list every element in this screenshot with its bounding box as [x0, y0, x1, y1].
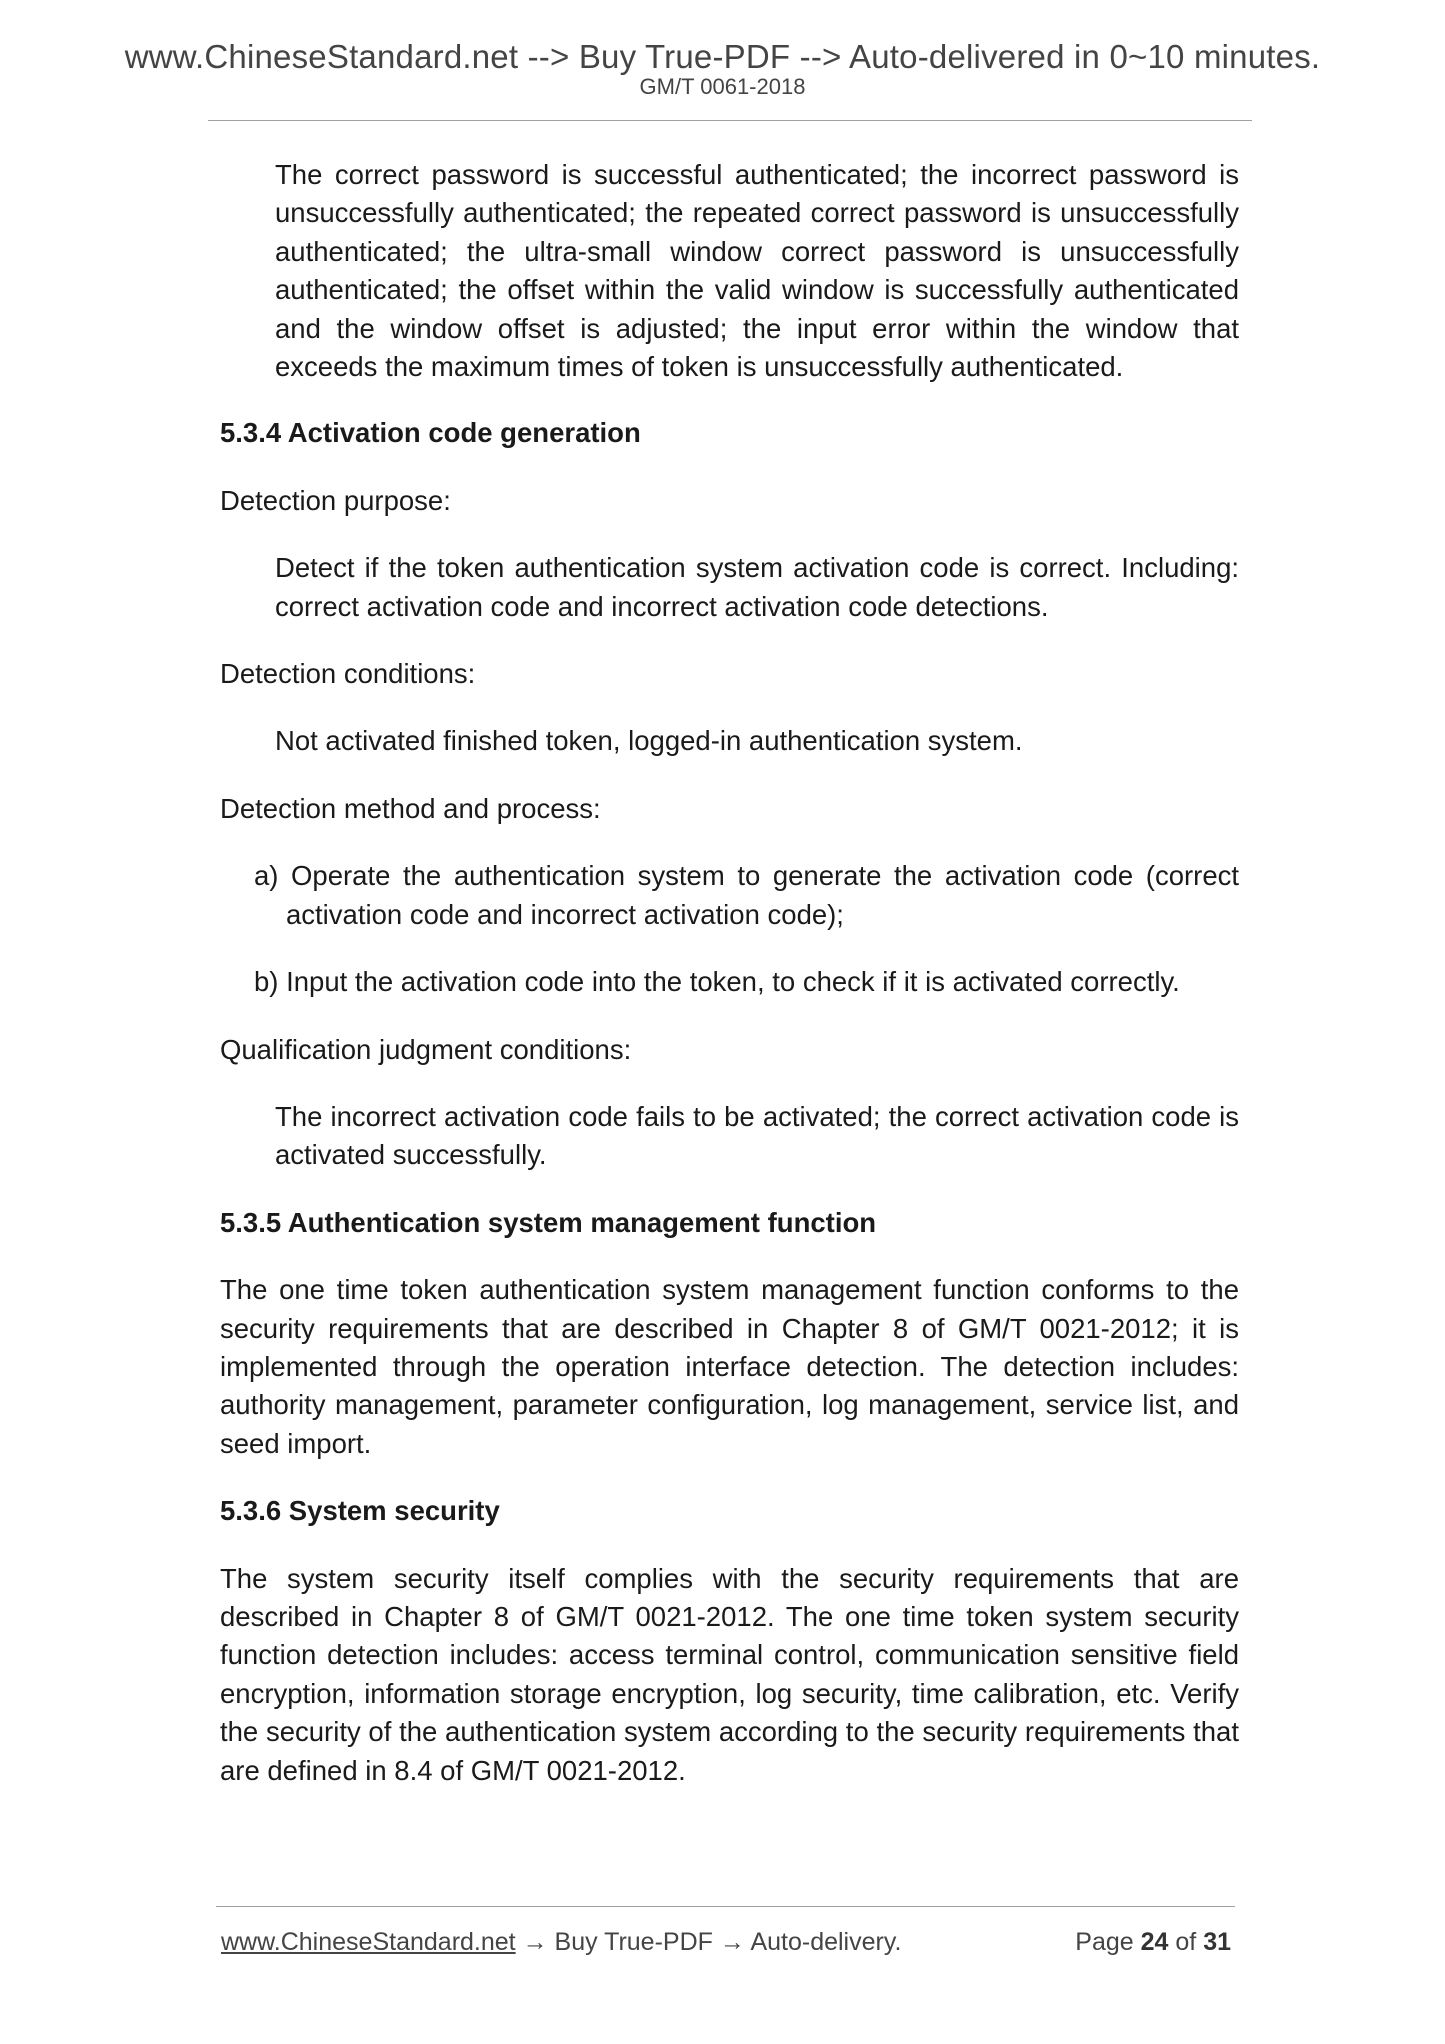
footer-site-link[interactable]: www.ChineseStandard.net — [221, 1928, 516, 1956]
detection-conditions-label: Detection conditions: — [220, 658, 476, 690]
arrow-right-icon: → — [719, 1928, 745, 1956]
total-pages: 31 — [1203, 1928, 1231, 1956]
detection-conditions-text: Not activated finished token, logged-in authentication system. — [275, 725, 1023, 757]
footer-buy-text: Buy True-PDF — [554, 1928, 713, 1956]
section-heading-5-3-6: 5.3.6 System security — [220, 1495, 500, 1527]
page-content — [220, 156, 1239, 1790]
footer-left — [221, 1928, 901, 1957]
detection-method-label: Detection method and process: — [220, 792, 601, 824]
list-marker-a: a) — [254, 860, 279, 892]
list-item-b — [254, 963, 1239, 1001]
qualification-text: The incorrect activation code fails to be activated; the correct activation code is activated successfully. — [275, 1100, 1239, 1171]
of-label: of — [1175, 1928, 1197, 1956]
section-5-3-5-text: The one time token authentication system management function conforms to the security requirements that are described in Chapter 8 of GM/T 0021-2012; it is implemented through the operation interface detection. The detection includes: authority management, parameter configuration, log management, service list, and seed import. — [220, 1274, 1239, 1459]
list-text-a: Operate the authentication system to generate the activation code (correct activation code and incorrect activation code); — [286, 860, 1240, 930]
header-url-line: www.ChineseStandard.net --> Buy True-PDF --> Auto-delivered in 0~10 minutes. — [124, 38, 1321, 75]
detection-purpose-label: Detection purpose: — [220, 484, 451, 516]
section-5-3-6-text: The system security itself complies with the security requirements that are described in Chapter 8 of GM/T 0021-2012. The one time token system security function detection includes: access terminal control, communication sensitive field encryption, information storage encryption, log security, time calibration, etc. Verify the security of the authentication system according to the security requirements that are defined in 8.4 of GM/T 0021-2012. — [220, 1562, 1239, 1786]
detection-purpose-text: Detect if the token authentication system activation code is correct. Including: correct activation code and incorrect activation code detections. — [275, 552, 1239, 622]
page-label: Page — [1075, 1928, 1134, 1956]
footer-divider — [216, 1906, 1235, 1907]
list-item-a — [254, 857, 1239, 934]
intro-paragraph: The correct password is successful authenticated; the incorrect password is unsuccessfully authenticated; the repeated correct password is unsuccessfully authenticated; the ultra-small window correct password is unsuccessfully authenticated; the offset within the valid window is successfully authenticated and the window offset is adjusted; the input error within the window that exceeds the maximum times of token is unsuccessfully authenticated. — [275, 159, 1239, 383]
header-standard-number: GM/T 0061-2018 — [639, 74, 806, 99]
current-page-number: 24 — [1140, 1928, 1169, 1956]
page-number-indicator — [1075, 1928, 1231, 1957]
list-marker-b: b) — [254, 966, 279, 998]
list-text-b: Input the activation code into the token, to check if it is activated correctly. — [286, 966, 1180, 998]
qualification-label: Qualification judgment conditions: — [220, 1033, 632, 1065]
header-divider — [208, 120, 1252, 121]
footer-auto-text: Auto-delivery. — [750, 1928, 902, 1956]
section-heading-5-3-4: 5.3.4 Activation code generation — [220, 417, 641, 449]
arrow-right-icon: → — [522, 1928, 548, 1956]
section-heading-5-3-5: 5.3.5 Authentication system management function — [220, 1206, 877, 1238]
